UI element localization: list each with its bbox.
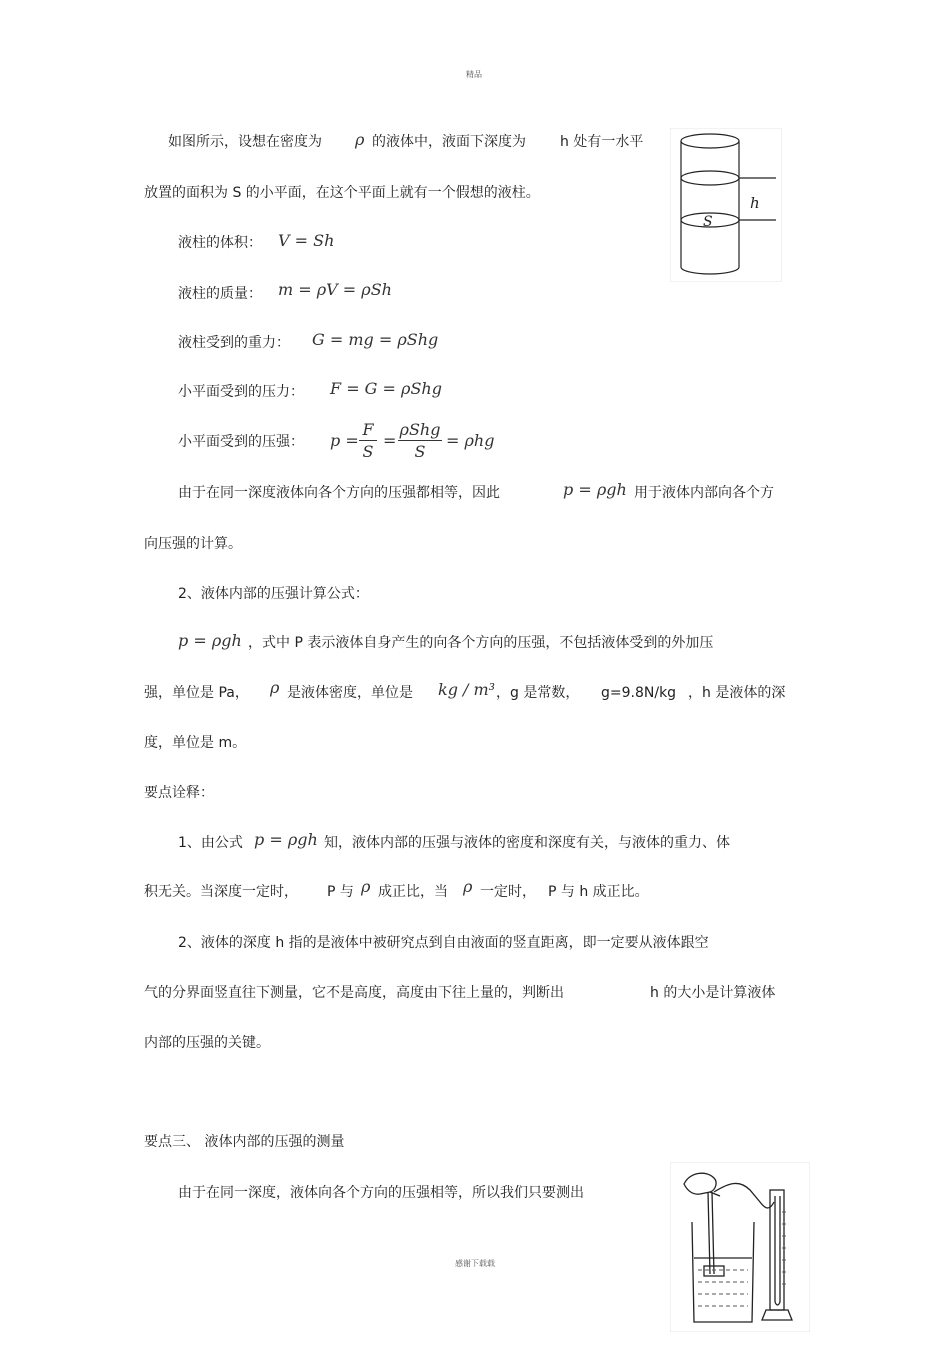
volume-formula: V = Sh [278,231,335,250]
mass-formula: m = ρV = ρSh [278,280,392,299]
key2-part3: 成正比，当 [378,884,448,900]
pressure-equals-1: = [383,431,397,450]
mass-label: 液柱的质量： [178,286,262,302]
key2-part2: P 与 [327,884,354,900]
force-formula: F = G = ρShg [330,379,442,398]
fraction-denominator: S [362,442,374,461]
fraction-numerator: F [362,420,374,439]
formula-line-formula: p = ρgh [178,631,242,650]
unit-line2: 度，单位是 m。 [144,735,247,751]
pressure-result: = ρhg [446,431,495,450]
para1-part1: 如图所示，设想在密度为 [168,134,322,150]
fraction-bar [359,440,377,441]
rho-symbol: ρ [361,877,371,896]
unit-line-part2: 是液体密度，单位是 [287,685,413,701]
rho-symbol: ρ [355,130,365,149]
gravity-label: 液柱受到的重力： [178,335,290,351]
unit-line-part5: ，h 是液体的深 [688,685,786,701]
fraction-f-over-s [359,420,377,461]
section3-text: 由于在同一深度，液体向各个方向的压强相等，所以我们只要测出 [178,1185,584,1201]
pressure-p: p = [330,431,359,450]
para3-line2: 向压强的计算。 [144,536,242,552]
unit-line-part3: ，g 是常数， [496,685,580,701]
figure1-h-label: h [750,194,760,212]
page-footer: 感谢下载载 [455,1259,495,1268]
key2-part1: 积无关。当深度一定时， [144,884,298,900]
section3-title: 要点三、 液体内部的压强的测量 [144,1134,345,1150]
rho-symbol: ρ [270,678,280,697]
fraction-denominator: S [414,442,426,461]
para3-formula: p = ρgh [563,480,627,499]
key2-part4: 一定时， [480,884,536,900]
section2-title: 2、液体内部的压强计算公式： [178,586,369,602]
fraction-rhoshg-over-s [398,420,442,461]
force-label: 小平面受到的压力： [178,384,304,400]
formula-line-text: ，式中 P 表示液体自身产生的向各个方向的压强，不包括液体受到的外加压 [248,635,714,651]
key4-part2: h 的大小是计算液体 [650,985,776,1001]
key4-part1: 气的分界面竖直往下测量，它不是高度，高度由下往上量的，判断出 [144,985,564,1001]
key2-part5: P 与 h 成正比。 [548,884,649,900]
para1-part3: h 处有一水平 [560,134,644,150]
key5-line: 内部的压强的关键。 [144,1035,270,1051]
key1-part2: 知，液体内部的压强与液体的密度和深度有关，与液体的重力、体 [324,835,730,851]
density-unit: kg / m³ [438,680,496,699]
manometer-figure [670,1162,810,1332]
key3-line: 2、液体的深度 h 指的是液体中被研究点到自由液面的竖直距离，即一定要从液体跟空 [178,935,709,951]
volume-label: 液柱的体积： [178,235,262,251]
unit-line-part4: g=9.8N/kg [601,685,677,701]
key1-formula: p = ρgh [254,830,318,849]
gravity-formula: G = mg = ρShg [312,330,439,349]
para3-part2: 用于液体内部向各个方 [634,485,774,501]
fraction-bar [398,440,442,441]
unit-line-part1: 强，单位是 Pa， [144,685,249,701]
key1-part1: 1、由公式 [178,835,243,851]
para1-part2: 的液体中，液面下深度为 [372,134,526,150]
pressure-label: 小平面受到的压强： [178,434,304,450]
key-points-title: 要点诠释： [144,785,214,801]
para3-part1: 由于在同一深度液体向各个方向的压强都相等，因此 [178,485,500,501]
liquid-column-figure [670,128,782,282]
figure1-s-label: S [703,214,713,230]
para1-line2: 放置的面积为 S 的小平面，在这个平面上就有一个假想的液柱。 [144,185,540,201]
rho-symbol: ρ [463,877,473,896]
fraction-numerator: ρShg [399,420,441,439]
page-header: 精品 [466,70,482,79]
